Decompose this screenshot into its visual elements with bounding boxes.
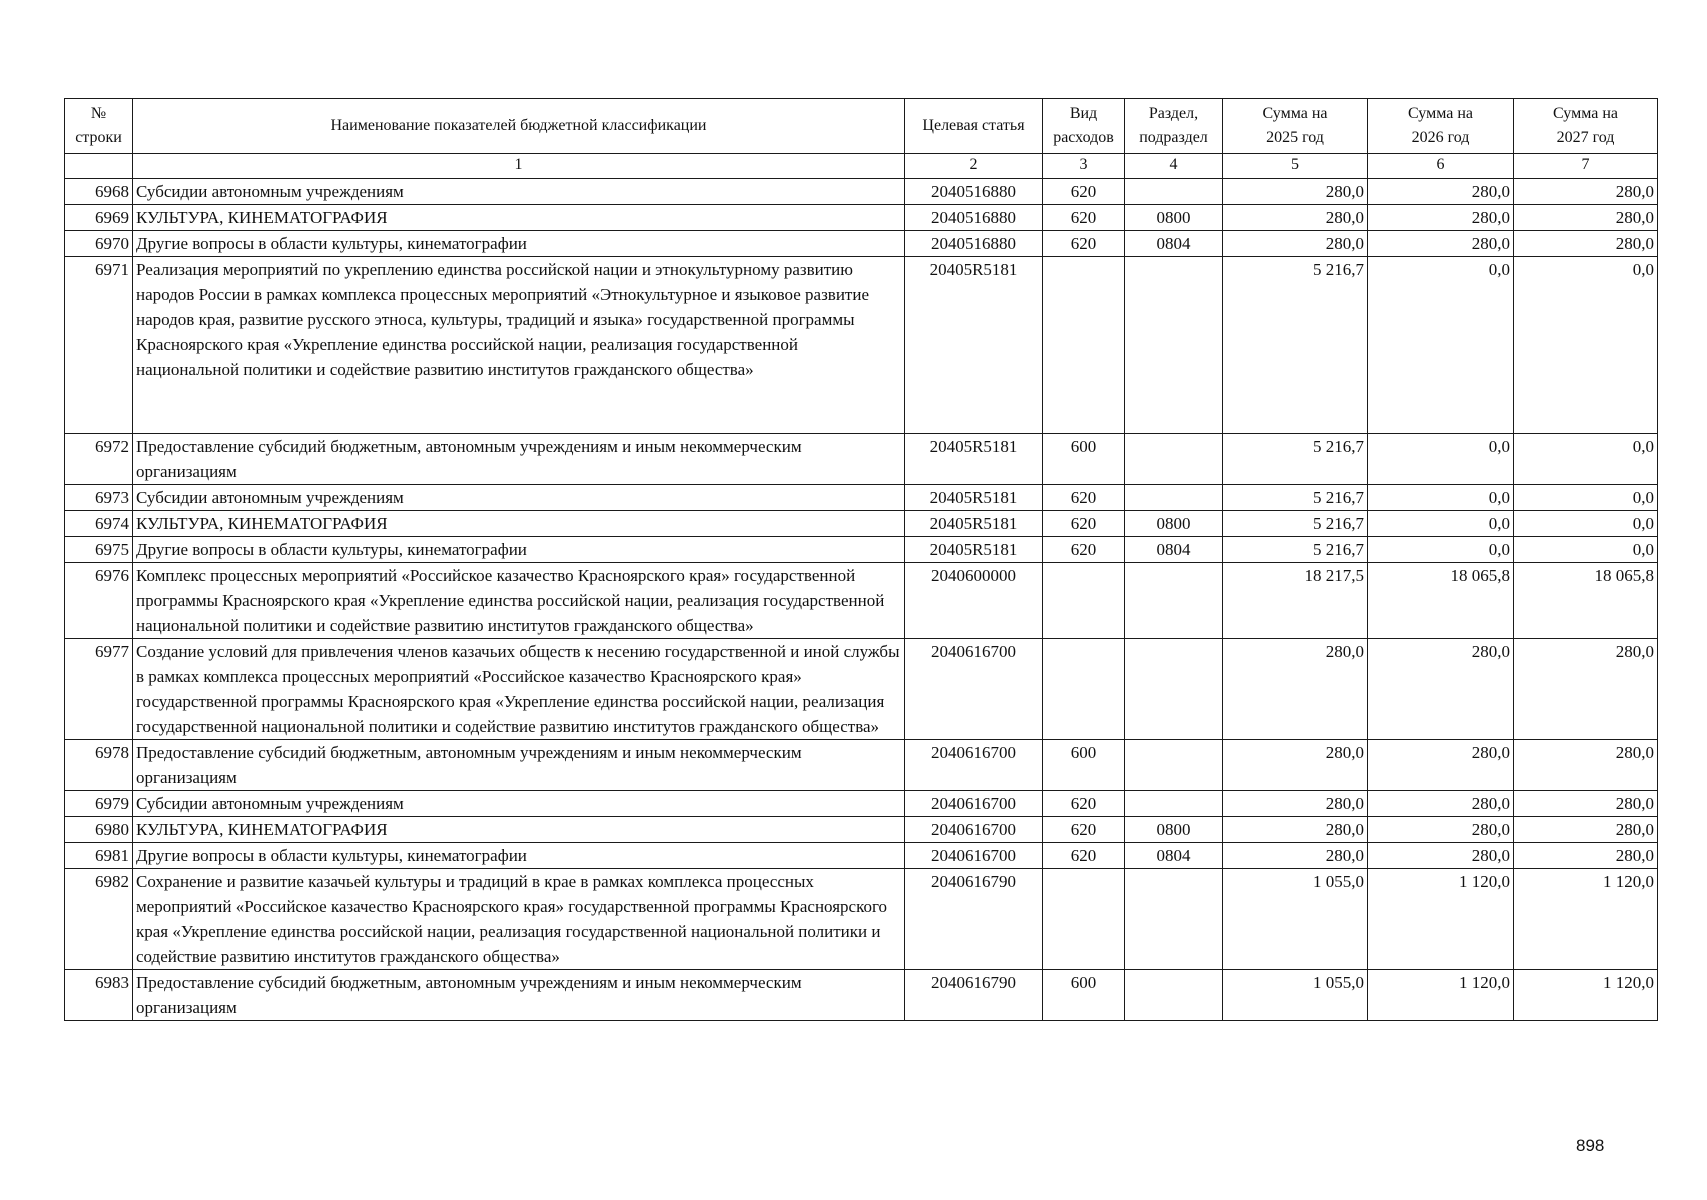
table-row (65, 843, 1658, 869)
section-code (1125, 434, 1223, 485)
header-name: Наименование показателей бюджетной классификации (133, 99, 905, 154)
column-number: 4 (1125, 154, 1223, 179)
section-code (1125, 970, 1223, 1021)
indicator-name: Другие вопросы в области культуры, кинематографии (133, 843, 905, 869)
indicator-name: Субсидии автономным учреждениям (133, 179, 905, 205)
table-row (65, 563, 1658, 639)
sum-2027: 18 065,8 (1514, 563, 1658, 639)
table-row (65, 791, 1658, 817)
header-sum-2026: Сумма на 2026 год (1368, 99, 1514, 154)
target-article: 2040516880 (905, 179, 1043, 205)
column-number-row (65, 154, 1658, 179)
sum-2026: 1 120,0 (1368, 970, 1514, 1021)
row-number: 6973 (65, 485, 133, 511)
sum-2027: 0,0 (1514, 511, 1658, 537)
sum-2026: 280,0 (1368, 231, 1514, 257)
sum-2027: 280,0 (1514, 179, 1658, 205)
table-row (65, 511, 1658, 537)
indicator-name: Предоставление субсидий бюджетным, автономным учреждениям и иным некоммерческим организациям (133, 434, 905, 485)
expense-type: 620 (1043, 511, 1125, 537)
section-code: 0804 (1125, 537, 1223, 563)
target-article: 2040516880 (905, 205, 1043, 231)
sum-2027: 280,0 (1514, 205, 1658, 231)
sum-2026: 18 065,8 (1368, 563, 1514, 639)
sum-2027: 1 120,0 (1514, 869, 1658, 970)
sum-2025: 5 216,7 (1223, 434, 1368, 485)
header-target-article: Целевая статья (905, 99, 1043, 154)
expense-type: 620 (1043, 485, 1125, 511)
section-code (1125, 563, 1223, 639)
expense-type (1043, 869, 1125, 970)
row-number: 6976 (65, 563, 133, 639)
row-number: 6974 (65, 511, 133, 537)
section-code (1125, 740, 1223, 791)
sum-2027: 0,0 (1514, 537, 1658, 563)
table-row (65, 205, 1658, 231)
table-row (65, 970, 1658, 1021)
sum-2025: 280,0 (1223, 231, 1368, 257)
sum-2025: 18 217,5 (1223, 563, 1368, 639)
table-row (65, 485, 1658, 511)
table-row (65, 817, 1658, 843)
row-number: 6978 (65, 740, 133, 791)
section-code: 0804 (1125, 231, 1223, 257)
sum-2026: 280,0 (1368, 205, 1514, 231)
column-number: 5 (1223, 154, 1368, 179)
section-code: 0800 (1125, 205, 1223, 231)
sum-2026: 0,0 (1368, 434, 1514, 485)
sum-2026: 280,0 (1368, 740, 1514, 791)
column-number: 1 (133, 154, 905, 179)
target-article: 2040616700 (905, 843, 1043, 869)
column-number-blank (65, 154, 133, 179)
table-row (65, 231, 1658, 257)
budget-document (64, 98, 1657, 1021)
row-number: 6981 (65, 843, 133, 869)
target-article: 2040616790 (905, 869, 1043, 970)
expense-type: 620 (1043, 231, 1125, 257)
indicator-name: Субсидии автономным учреждениям (133, 485, 905, 511)
header-expense-type: Вид расходов (1043, 99, 1125, 154)
row-number: 6983 (65, 970, 133, 1021)
section-code (1125, 869, 1223, 970)
target-article: 2040616700 (905, 791, 1043, 817)
indicator-name: КУЛЬТУРА, КИНЕМАТОГРАФИЯ (133, 205, 905, 231)
sum-2025: 280,0 (1223, 205, 1368, 231)
sum-2026: 280,0 (1368, 639, 1514, 740)
table-header-row (65, 99, 1658, 154)
section-code: 0804 (1125, 843, 1223, 869)
sum-2025: 280,0 (1223, 179, 1368, 205)
indicator-name: Комплекс процессных мероприятий «Российское казачество Красноярского края» государственной программы Красноярского края «Укрепление единства российской нации, реализация государственной национальной политики и содействие развитию институтов гражданского общества» (133, 563, 905, 639)
sum-2025: 5 216,7 (1223, 511, 1368, 537)
sum-2027: 0,0 (1514, 257, 1658, 434)
row-number: 6970 (65, 231, 133, 257)
expense-type: 620 (1043, 817, 1125, 843)
sum-2027: 280,0 (1514, 231, 1658, 257)
section-code (1125, 791, 1223, 817)
sum-2027: 280,0 (1514, 740, 1658, 791)
budget-table (64, 98, 1658, 1021)
expense-type: 620 (1043, 791, 1125, 817)
row-number: 6982 (65, 869, 133, 970)
row-number: 6977 (65, 639, 133, 740)
sum-2026: 0,0 (1368, 537, 1514, 563)
table-row (65, 639, 1658, 740)
indicator-name: Создание условий для привлечения членов казачьих обществ к несению государственной и иной службы в рамках комплекса процессных мероприятий «Российское казачество Красноярского края» государственной программы Красноярского края «Укрепление единства российской нации, реализация государственной национальной политики и содействие развитию институтов гражданского общества» (133, 639, 905, 740)
section-code (1125, 257, 1223, 434)
sum-2026: 280,0 (1368, 791, 1514, 817)
target-article: 20405R5181 (905, 434, 1043, 485)
indicator-name: Предоставление субсидий бюджетным, автономным учреждениям и иным некоммерческим организациям (133, 970, 905, 1021)
sum-2025: 280,0 (1223, 639, 1368, 740)
row-number: 6969 (65, 205, 133, 231)
header-sum-2025: Сумма на 2025 год (1223, 99, 1368, 154)
column-number: 3 (1043, 154, 1125, 179)
sum-2026: 280,0 (1368, 843, 1514, 869)
indicator-name: Реализация мероприятий по укреплению единства российской нации и этнокультурному развитию народов России в рамках комплекса процессных мероприятий «Этнокультурное и языковое развитие народов края, развитие русского этноса, культуры, традиций и языка» государственной программы Красноярского края «Укрепление единства российской нации, реализация государственной национальной политики и содействие развитию институтов гражданского общества» (133, 257, 905, 434)
indicator-name: Субсидии автономным учреждениям (133, 791, 905, 817)
expense-type: 620 (1043, 179, 1125, 205)
section-code (1125, 179, 1223, 205)
expense-type (1043, 257, 1125, 434)
header-section: Раздел, подраздел (1125, 99, 1223, 154)
table-row (65, 537, 1658, 563)
indicator-name: Сохранение и развитие казачьей культуры и традиций в крае в рамках комплекса процессных мероприятий «Российское казачество Красноярского края» государственной программы Красноярского края «Укрепление единства российской нации, реализация государственной национальной политики и содействие развитию институтов гражданского общества» (133, 869, 905, 970)
sum-2026: 0,0 (1368, 257, 1514, 434)
indicator-name: КУЛЬТУРА, КИНЕМАТОГРАФИЯ (133, 511, 905, 537)
section-code: 0800 (1125, 817, 1223, 843)
row-number: 6980 (65, 817, 133, 843)
target-article: 20405R5181 (905, 257, 1043, 434)
sum-2025: 1 055,0 (1223, 970, 1368, 1021)
expense-type (1043, 639, 1125, 740)
page-number: 898 (1576, 1136, 1605, 1155)
row-number: 6975 (65, 537, 133, 563)
sum-2026: 0,0 (1368, 485, 1514, 511)
sum-2027: 1 120,0 (1514, 970, 1658, 1021)
sum-2025: 280,0 (1223, 817, 1368, 843)
row-number: 6971 (65, 257, 133, 434)
table-row (65, 257, 1658, 434)
sum-2027: 0,0 (1514, 434, 1658, 485)
target-article: 20405R5181 (905, 485, 1043, 511)
expense-type: 600 (1043, 434, 1125, 485)
expense-type: 620 (1043, 843, 1125, 869)
sum-2026: 1 120,0 (1368, 869, 1514, 970)
section-code (1125, 485, 1223, 511)
expense-type: 620 (1043, 205, 1125, 231)
target-article: 20405R5181 (905, 511, 1043, 537)
expense-type: 620 (1043, 537, 1125, 563)
sum-2025: 5 216,7 (1223, 537, 1368, 563)
sum-2027: 280,0 (1514, 791, 1658, 817)
sum-2025: 5 216,7 (1223, 485, 1368, 511)
expense-type: 600 (1043, 740, 1125, 791)
sum-2025: 1 055,0 (1223, 869, 1368, 970)
section-code (1125, 639, 1223, 740)
table-row (65, 434, 1658, 485)
indicator-name: Предоставление субсидий бюджетным, автономным учреждениям и иным некоммерческим организациям (133, 740, 905, 791)
sum-2025: 280,0 (1223, 791, 1368, 817)
target-article: 2040616700 (905, 817, 1043, 843)
table-row (65, 740, 1658, 791)
sum-2027: 280,0 (1514, 639, 1658, 740)
section-code: 0800 (1125, 511, 1223, 537)
sum-2026: 280,0 (1368, 817, 1514, 843)
target-article: 2040616700 (905, 639, 1043, 740)
target-article: 20405R5181 (905, 537, 1043, 563)
row-number: 6979 (65, 791, 133, 817)
sum-2025: 280,0 (1223, 740, 1368, 791)
sum-2027: 0,0 (1514, 485, 1658, 511)
sum-2026: 0,0 (1368, 511, 1514, 537)
sum-2025: 280,0 (1223, 843, 1368, 869)
target-article: 2040616790 (905, 970, 1043, 1021)
table-row (65, 869, 1658, 970)
expense-type: 600 (1043, 970, 1125, 1021)
header-sum-2027: Сумма на 2027 год (1514, 99, 1658, 154)
row-number: 6968 (65, 179, 133, 205)
sum-2025: 5 216,7 (1223, 257, 1368, 434)
sum-2026: 280,0 (1368, 179, 1514, 205)
column-number: 7 (1514, 154, 1658, 179)
indicator-name: КУЛЬТУРА, КИНЕМАТОГРАФИЯ (133, 817, 905, 843)
column-number: 6 (1368, 154, 1514, 179)
column-number: 2 (905, 154, 1043, 179)
row-number: 6972 (65, 434, 133, 485)
table-row (65, 179, 1658, 205)
target-article: 2040516880 (905, 231, 1043, 257)
header-row-number: № строки (65, 99, 133, 154)
target-article: 2040600000 (905, 563, 1043, 639)
indicator-name: Другие вопросы в области культуры, кинематографии (133, 537, 905, 563)
sum-2027: 280,0 (1514, 843, 1658, 869)
indicator-name: Другие вопросы в области культуры, кинематографии (133, 231, 905, 257)
sum-2027: 280,0 (1514, 817, 1658, 843)
target-article: 2040616700 (905, 740, 1043, 791)
expense-type (1043, 563, 1125, 639)
